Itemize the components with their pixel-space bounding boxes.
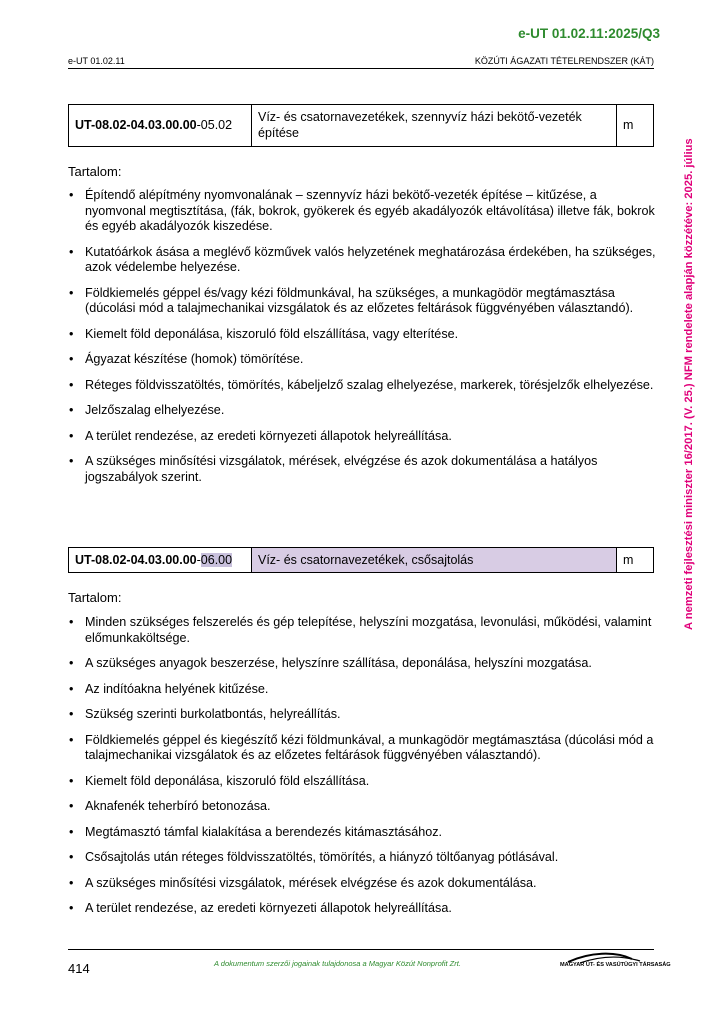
item-title: Víz- és csatornavezetékek, csősajtolás <box>252 548 617 573</box>
list-item: • Kutatóárkok ásása a meglévő közművek valós helyzetének meghatározása érdekében, ha szükséges, azok védelembe helyezése. <box>68 245 658 276</box>
list-item: • Földkiemelés géppel és kiegészítő kézi földmunkával, a munkagödör megtámasztása (dúcolási mód a talajmechanikai vizsgálatok és az előzetes feltárások függvényében választandó). <box>68 733 658 764</box>
list-item: • A terület rendezése, az eredeti környezeti állapotok helyreállítása. <box>68 429 658 445</box>
running-header-right: KÖZÚTI ÁGAZATI TÉTELRENDSZER (KÁT) <box>474 56 654 66</box>
item-unit: m <box>617 548 654 573</box>
list-item: • Minden szükséges felszerelés és gép telepítése, helyszíni mozgatása, levonulási, működési, valamint előmunkaköltsége. <box>68 615 658 646</box>
item-code: UT-08.02-04.03.00.00-06.00 <box>69 548 252 573</box>
logo-text: MAGYAR ÚT- ÉS VASÚTÜGYI TÁRSASÁG <box>560 962 671 968</box>
running-header <box>68 56 654 69</box>
content-list <box>68 188 658 495</box>
list-item: • Építendő alépítmény nyomvonalának – szennyvíz házi bekötő-vezeték építése – kitűzése, a nyomvonal megtisztítása, (fák, bokrok, gyökerek és egyéb akadályozók eltávolítása) illetve fák, bokrok és egyéb akadályozók kiszedése. <box>68 188 658 235</box>
item-unit: m <box>617 105 654 147</box>
list-item: • A szükséges minősítési vizsgálatok, mérések elvégzése és azok dokumentálása. <box>68 876 658 892</box>
list-item: • Földkiemelés géppel és/vagy kézi földmunkával, ha szükséges, a munkagödör megtámasztása (dúcolási mód a talajmechanikai vizsgálatok és az előzetes feltárások függvényében választandó). <box>68 286 658 317</box>
list-item: • Megtámasztó támfal kialakítása a berendezés kitámasztásához. <box>68 825 658 841</box>
list-item: • Az indítóakna helyének kitűzése. <box>68 682 658 698</box>
company-logo <box>560 950 671 968</box>
list-item: • A szükséges minősítési vizsgálatok, mérések, elvégzése és azok dokumentálása a hatályos jogszabályok szerint. <box>68 454 658 485</box>
side-publication-note: A nemzeti fejlesztési miniszter 16/2017. (V. 25.) NFM rendelete alapján közzétéve: 2025. július <box>683 138 695 630</box>
list-item: • Jelzőszalag elhelyezése. <box>68 403 658 419</box>
item-header-table <box>68 104 654 147</box>
list-item: • Szükség szerinti burkolatbontás, helyreállítás. <box>68 707 658 723</box>
item-code: UT-08.02-04.03.00.00-05.02 <box>69 105 252 147</box>
item-title: Víz- és csatornavezetékek, szennyvíz házi bekötő-vezeték építése <box>252 105 617 147</box>
item-header-table <box>68 547 654 573</box>
content-label: Tartalom: <box>68 164 122 179</box>
document-code: e-UT 01.02.11:2025/Q3 <box>518 26 660 41</box>
list-item: • Aknafenék teherbíró betonozása. <box>68 799 658 815</box>
content-label: Tartalom: <box>68 590 122 605</box>
running-header-left: e-UT 01.02.11 <box>68 56 125 66</box>
list-item: • Ágyazat készítése (homok) tömörítése. <box>68 352 658 368</box>
list-item: • Kiemelt föld deponálása, kiszoruló föld elszállítása, vagy elterítése. <box>68 327 658 343</box>
list-item: • Kiemelt föld deponálása, kiszoruló föld elszállítása. <box>68 774 658 790</box>
content-list <box>68 615 658 927</box>
list-item: • A terület rendezése, az eredeti környezeti állapotok helyreállítása. <box>68 901 658 917</box>
list-item: • A szükséges anyagok beszerzése, helyszínre szállítása, deponálása, helyszíni mozgatása. <box>68 656 658 672</box>
page-number: 414 <box>68 961 90 976</box>
list-item: • Réteges földvisszatöltés, tömörítés, kábeljelző szalag elhelyezése, markerek, törésjelzők elhelyezése. <box>68 378 658 394</box>
copyright-note: A dokumentum szerzői jogainak tulajdonosa a Magyar Közút Nonprofit Zrt. <box>214 959 461 968</box>
list-item: • Csősajtolás után réteges földvisszatöltés, tömörítés, a hiányzó töltőanyag pótlásával. <box>68 850 658 866</box>
